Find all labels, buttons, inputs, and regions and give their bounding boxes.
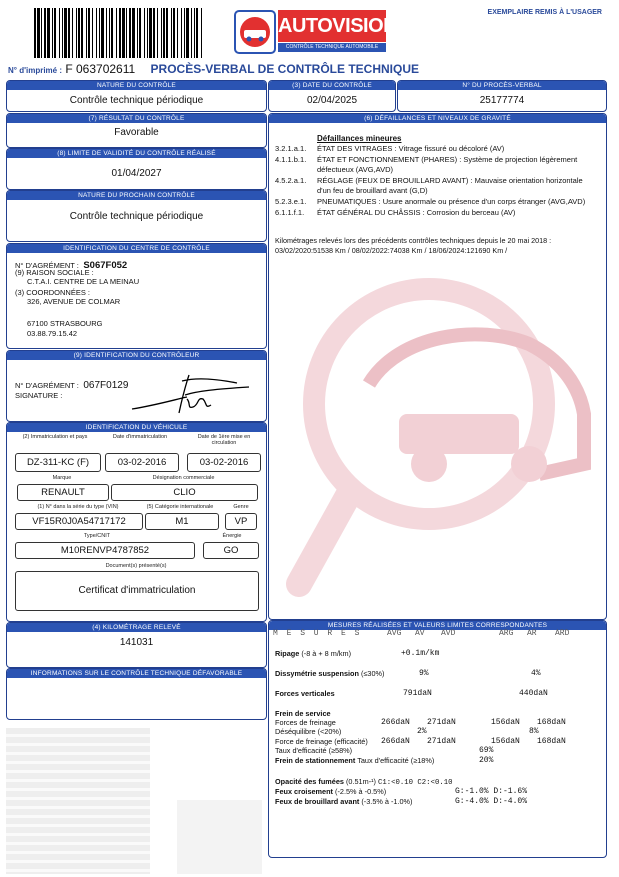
center-box [6,243,267,349]
measure-col-ard: ARD [555,629,570,638]
defect-item [275,176,597,196]
barcode-bar [101,8,104,58]
dissym-row [275,669,384,678]
center-agrement-label: N° D'AGRÉMENT : [15,261,79,270]
forces-label: Forces verticales [275,689,335,698]
measure-col-avg: AVG [387,629,402,638]
ripage-limit: (-8 à + 8 m/km) [301,649,352,658]
nature-header: NATURE DU CONTRÔLE [7,81,266,90]
barcode-bar [149,8,152,58]
print-number-label: N° d'imprimé : [8,66,62,75]
ripage-label: Ripage [275,649,300,658]
opacity-limit: (0.51m-¹) [345,777,376,786]
barcode-bar [72,8,73,58]
barcode-bar [54,8,56,58]
barcode-bar [78,8,80,58]
defects-title: Défaillances mineures [317,134,402,143]
controller-header: (9) IDENTIFICATION DU CONTRÔLEUR [7,351,266,360]
barcode-bar [201,8,202,58]
barcode-bar [34,8,36,58]
barcode-bar [161,8,162,58]
taux-limit: (≥58%) [328,746,353,755]
docs-field: Certificat d'immatriculation [15,571,259,611]
dissym-rear: 4% [531,669,541,678]
brand-name: AUTOVISION [278,10,386,42]
result-box [6,113,267,148]
defect-list [275,144,597,219]
forces-front: 791daN [403,689,432,698]
barcode-bar [119,8,121,58]
energy-label: Énergie [222,533,242,539]
barcode-bar [173,8,175,58]
defect-code: 5.2.3.e.1. [275,197,307,206]
forces-row [275,689,335,698]
defect-text: PNEUMATIQUES : Usure anormale ou présence d'un corps étranger (AVG,AVD) [317,197,586,206]
dissym-limit: (≤30%) [360,669,385,678]
vin-field: VF15R0J0A54717172 [15,513,143,530]
center-header: IDENTIFICATION DU CENTRE DE CONTRÔLE [7,244,266,253]
defects-header: (6) DÉFAILLANCES ET NIVEAUX DE GRAVITÉ [269,114,606,123]
park-value: 20% [479,756,494,765]
center-address: 326, AVENUE DE COLMAR [27,297,121,306]
km-value: 141031 [119,637,154,648]
barcode-bar [137,8,138,58]
park-taux-label: Taux d'efficacité [357,756,409,765]
copy-label: EXEMPLAIRE REMIS À L'USAGER [487,9,602,16]
barcode-bar [62,8,63,58]
barcode-bar [191,8,192,58]
barcode-bar [181,8,182,58]
barcode-bar [37,8,40,58]
barcode-bar [177,8,178,58]
fog-label: Feux de brouillard avant [275,797,360,806]
energy-field: GO [203,542,259,559]
date-header: (3) DATE DU CONTRÔLE [269,81,395,90]
brand-subtitle: CONTRÔLE TECHNIQUE AUTOMOBILE [278,43,386,52]
deseq-front: 2% [417,727,427,736]
barcode-bar [163,8,165,58]
dissym-label: Dissymétrie suspension [275,669,359,678]
next-control-header: NATURE DU PROCHAIN CONTRÔLE [7,191,266,200]
barcode-bar [76,8,77,58]
ff-value: 266daN [381,718,410,727]
nature-box [6,80,267,112]
category-label: (5) Catégorie internationale [146,504,214,510]
fog-value: G:-4.0% D:-4.0% [455,797,528,806]
center-phone: 03.88.79.15.42 [27,329,78,338]
deseq-rear: 8% [529,727,539,736]
print-number: F 063702611 [65,62,136,76]
validity-box [6,148,267,190]
ff-value: 156daN [491,718,520,727]
defect-code: 4.1.1.b.1. [275,155,307,164]
designation-field: CLIO [111,484,258,501]
car-logo-icon [234,10,276,54]
taux-row [275,746,352,755]
defect-code: 4.5.2.a.1. [275,176,307,185]
ffe-value: 168daN [537,737,566,746]
ripage-value: +0.1m/km [401,649,440,658]
controller-agrement: 067F0129 [83,380,129,391]
result-header: (7) RÉSULTAT DU CONTRÔLE [7,114,266,123]
barcode-bar [47,8,50,58]
barcode-bar [166,8,168,58]
defect-item [275,155,597,175]
taux-label: Taux d'efficacité [275,746,327,755]
opacity-row [275,777,452,787]
signature-image [127,369,257,417]
ff-label: Forces de freinage [275,718,336,727]
barcode-bar [52,8,53,58]
km-history: Kilométrages relevés lors des précédents contrôles techniques depuis le 20 mai 2018 : 03/02/2020:51538 Km / 08/02/2022:74038 Km / 18/06/2024:121690 Km / [275,236,552,255]
fog-limit: (-3.5% à -1.0%) [361,797,413,806]
measure-col-av: AV [415,629,425,638]
service-label: Frein de service [275,709,331,718]
ffe-value: 271daN [427,737,456,746]
type-field: M10RENVP4787852 [15,542,195,559]
raison-label: (9) RAISON SOCIALE : [15,268,94,277]
ffe-value: 266daN [381,737,410,746]
barcode [34,8,204,58]
ffe-label: Force de freinage (efficacité) [275,737,368,746]
raison-value: C.T.A.I. CENTRE DE LA MEINAU [27,277,140,286]
controller-agrement-label: N° D'AGRÉMENT : [15,381,79,390]
vehicle-header: IDENTIFICATION DU VÉHICULE [7,423,266,432]
barcode-bar [196,8,198,58]
barcode-bar [64,8,67,58]
measure-col-avd: AVD [441,629,456,638]
date-immat-label: Date d'immatriculation [112,434,168,440]
barcode-bar [144,8,145,58]
print-number-line [8,62,419,76]
watermark-magnifier-icon [279,264,599,614]
barcode-bar [129,8,131,58]
forces-rear: 440daN [519,689,548,698]
center-agrement: S067F052 [83,260,128,271]
immat-label: (2) Immatriculation et pays [22,434,88,440]
barcode-bar [147,8,148,58]
validity-value: 01/04/2027 [111,168,162,179]
defect-code: 3.2.1.a.1. [275,144,307,153]
immat-field: DZ-311-KC (F) [15,453,101,472]
barcode-bar [96,8,97,58]
barcode-bar [184,8,185,58]
measures-header: MESURES RÉALISÉES ET VALEURS LIMITES CORRESPONDANTES [269,621,606,630]
barcode-bar [81,8,83,58]
park-row [275,756,434,765]
cross-limit: (-2.5% à -0.5%) [335,787,387,796]
defect-item [275,208,597,218]
barcode-bar [139,8,141,58]
document-title: PROCÈS-VERBAL DE CONTRÔLE TECHNIQUE [150,62,419,76]
defect-item [275,197,597,207]
km-box [6,622,267,668]
scan-artifact [6,728,150,874]
barcode-bar [99,8,100,58]
barcode-bar [157,8,158,58]
barcode-bar [194,8,195,58]
measure-col-ar: AR [527,629,537,638]
date-value: 02/04/2025 [306,95,358,106]
opacity-value: C1:<0.10 C2:<0.10 [378,779,453,787]
barcode-bar [126,8,127,58]
next-control-value: Contrôle technique périodique [69,211,204,222]
validity-header: (8) LIMITE DE VALIDITÉ DU CONTRÔLE RÉALISÉ [7,149,266,158]
defect-code: 6.1.1.f.1. [275,208,305,217]
nature-value: Contrôle technique périodique [69,95,204,106]
defect-text: ÉTAT DES VITRAGES : Vitrage fissuré ou décoloré (AV) [317,144,505,153]
cross-row [275,787,386,796]
barcode-bar [116,8,117,58]
barcode-bar [171,8,172,58]
barcode-bar [92,8,93,58]
category-field: M1 [145,513,219,530]
park-limit: (≥18%) [410,756,435,765]
cross-value: G:-1.0% D:-1.6% [455,787,528,796]
next-control-box [6,190,267,242]
barcode-bar [41,8,42,58]
vehicle-box [6,422,267,622]
genre-label: Genre [233,504,249,510]
barcode-bar [106,8,107,58]
defect-text: ÉTAT GÉNÉRAL DU CHÂSSIS : Corrosion du berceau (AV) [317,208,516,217]
barcode-bar [153,8,155,58]
measures-box [268,620,607,858]
deseq-label: Déséquilibre (<20%) [275,727,342,736]
barcode-bar [132,8,135,58]
ripage-row [275,649,351,658]
ff-value: 168daN [537,718,566,727]
park-label: Frein de stationnement [275,756,356,765]
barcode-bar [86,8,87,58]
date-box [268,80,396,112]
signature-label: SIGNATURE : [15,391,63,400]
dissym-front: 9% [419,669,429,678]
marque-label: Marque [52,475,72,481]
measures-col-head: M E S U R E S [273,629,362,638]
defect-text: ÉTAT ET FONCTIONNEMENT (PHARES) : Système de projection légèrement défectueux (AVG,AVD) [317,155,578,174]
vin-label: (1) N° dans la série du type (VIN) [37,504,119,510]
fog-row [275,797,412,806]
barcode-bar [122,8,125,58]
type-label: Type/CNIT [83,533,111,539]
pv-value: 25177774 [479,95,525,106]
barcode-bar [186,8,189,58]
info-box [6,668,267,720]
info-header: INFORMATIONS SUR LE CONTRÔLE TECHNIQUE DÉFAVORABLE [7,669,266,678]
autovision-logo [234,10,398,54]
barcode-bar [109,8,110,58]
first-circ-field: 03-02-2016 [187,453,261,472]
km-header: (4) KILOMÉTRAGE RELEVÉ [7,623,266,632]
ff-value: 271daN [427,718,456,727]
center-city: 67100 STRASBOURG [27,319,103,328]
barcode-bar [88,8,90,58]
barcode-bar [59,8,60,58]
opacity-label: Opacité des fumées [275,777,344,786]
docs-label: Document(s) présenté(s) [105,563,167,569]
genre-field: VP [225,513,257,530]
result-value: Favorable [114,127,159,138]
marque-field: RENAULT [17,484,109,501]
barcode-bar [111,8,113,58]
controller-box [6,350,267,422]
coord-label: (3) COORDONNÉES : [15,288,91,297]
ffe-value: 156daN [491,737,520,746]
cross-label: Feux croisement [275,787,333,796]
date-immat-field: 03-02-2016 [105,453,179,472]
designation-label: Désignation commerciale [152,475,215,481]
defect-item [275,144,597,154]
barcode-bar [68,8,70,58]
pv-box [397,80,607,112]
measure-col-arg: ARG [499,629,514,638]
defect-text: RÉGLAGE (FEUX DE BROUILLARD AVANT) : Mauvaise orientation horizontale d'un feu de brouillard avant (G,D) [317,176,583,195]
taux-value: 69% [479,746,494,755]
first-circ-label: Date de 1ère mise en circulation [197,434,251,446]
barcode-bar [44,8,46,58]
defects-box [268,113,607,620]
pv-header: N° DU PROCÈS-VERBAL [398,81,606,90]
scan-artifact [177,800,262,874]
